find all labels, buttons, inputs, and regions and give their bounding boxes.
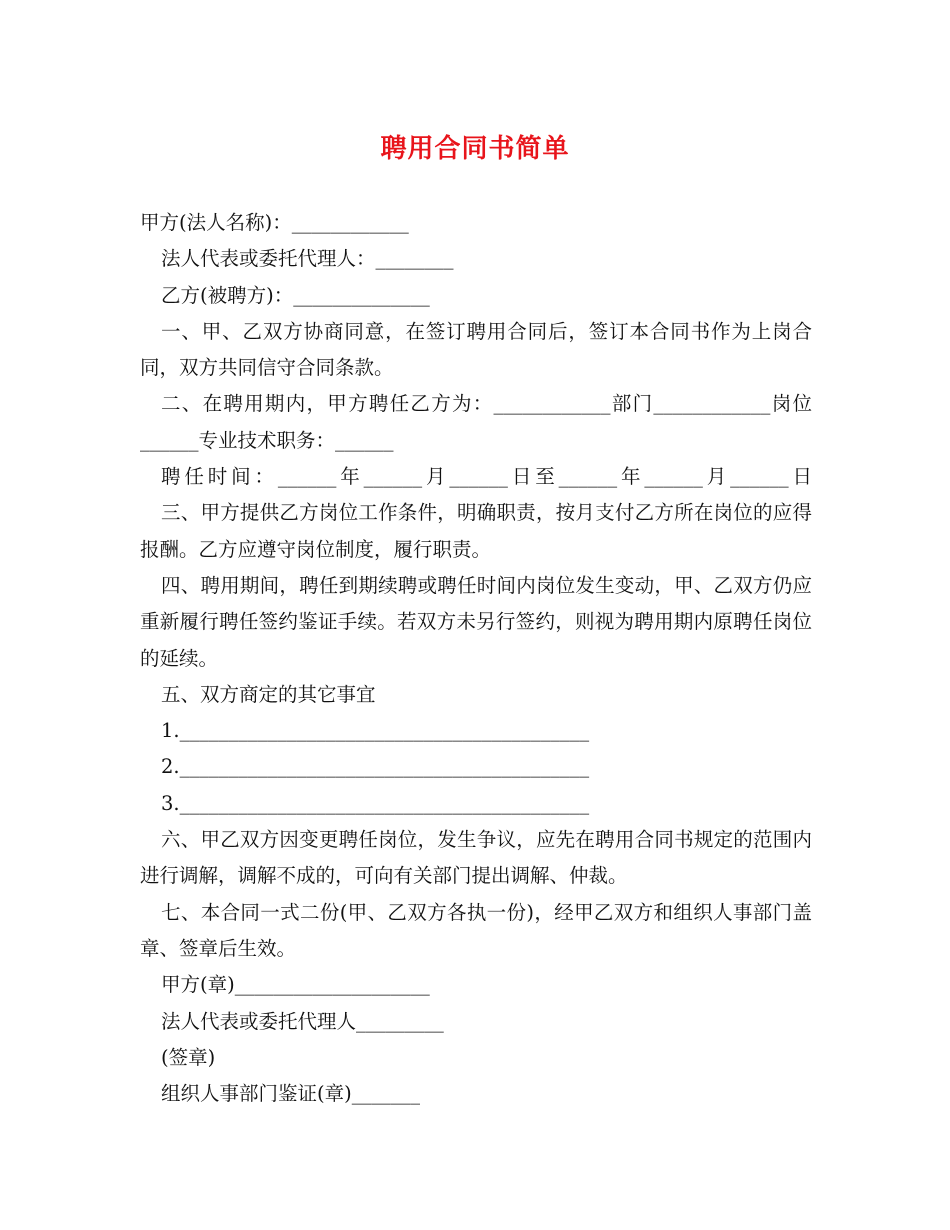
clause-5: 五、双方商定的其它事宜 — [161, 682, 376, 706]
appointment-period-line: 聘任时间：______年______月______日至______年______月______日 — [161, 465, 812, 489]
clause-4: 四、聘用期间，聘任到期续聘或聘任时间内岗位发生变动，甲、乙双方仍应重新履行聘任签约鉴证手续。若双方未另行签约，则视为聘用期内原聘任岗位的延续。 — [140, 573, 812, 670]
party-a-seal-line: 甲方(章)____________________ — [161, 973, 430, 997]
clause-2: 二、在聘用期内，甲方聘任乙方为：____________部门____________岗位______专业技术职务：______ — [140, 392, 812, 452]
party-a-line: 甲方(法人名称)：____________ — [140, 211, 409, 234]
party-b-line: 乙方(被聘方)：______________ — [161, 283, 430, 307]
clause-6: 六、甲乙双方因变更聘任岗位，发生争议，应先在聘用合同书规定的范围内进行调解，调解不成的，可向有关部门提出调解、仲裁。 — [140, 828, 812, 888]
clause-3: 三、甲方提供乙方岗位工作条件，明确职责，按月支付乙方所在岗位的应得报酬。乙方应遵守岗位制度，履行职责。 — [140, 501, 812, 561]
other-item-2: 2.__________________________________________ — [161, 755, 590, 779]
other-item-1: 1.__________________________________________ — [161, 719, 590, 743]
clause-7: 七、本合同一式二份(甲、乙双方各执一份)，经甲乙双方和组织人事部门盖章、签章后生效。 — [140, 900, 812, 960]
hr-dept-seal-line: 组织人事部门鉴证(章)_______ — [161, 1082, 420, 1106]
document-title: 聘用合同书简单 — [380, 134, 570, 164]
signature-note: (签章) — [161, 1045, 216, 1069]
clause-1: 一、甲、乙双方协商同意，在签订聘用合同后，签订本合同书作为上岗合同，双方共同信守合同条款。 — [140, 319, 812, 380]
legal-rep-sign-line: 法人代表或委托代理人_________ — [161, 1009, 444, 1033]
other-item-3: 3.__________________________________________ — [161, 791, 590, 815]
document-body — [140, 205, 812, 1112]
legal-rep-line: 法人代表或委托代理人：________ — [161, 247, 454, 271]
